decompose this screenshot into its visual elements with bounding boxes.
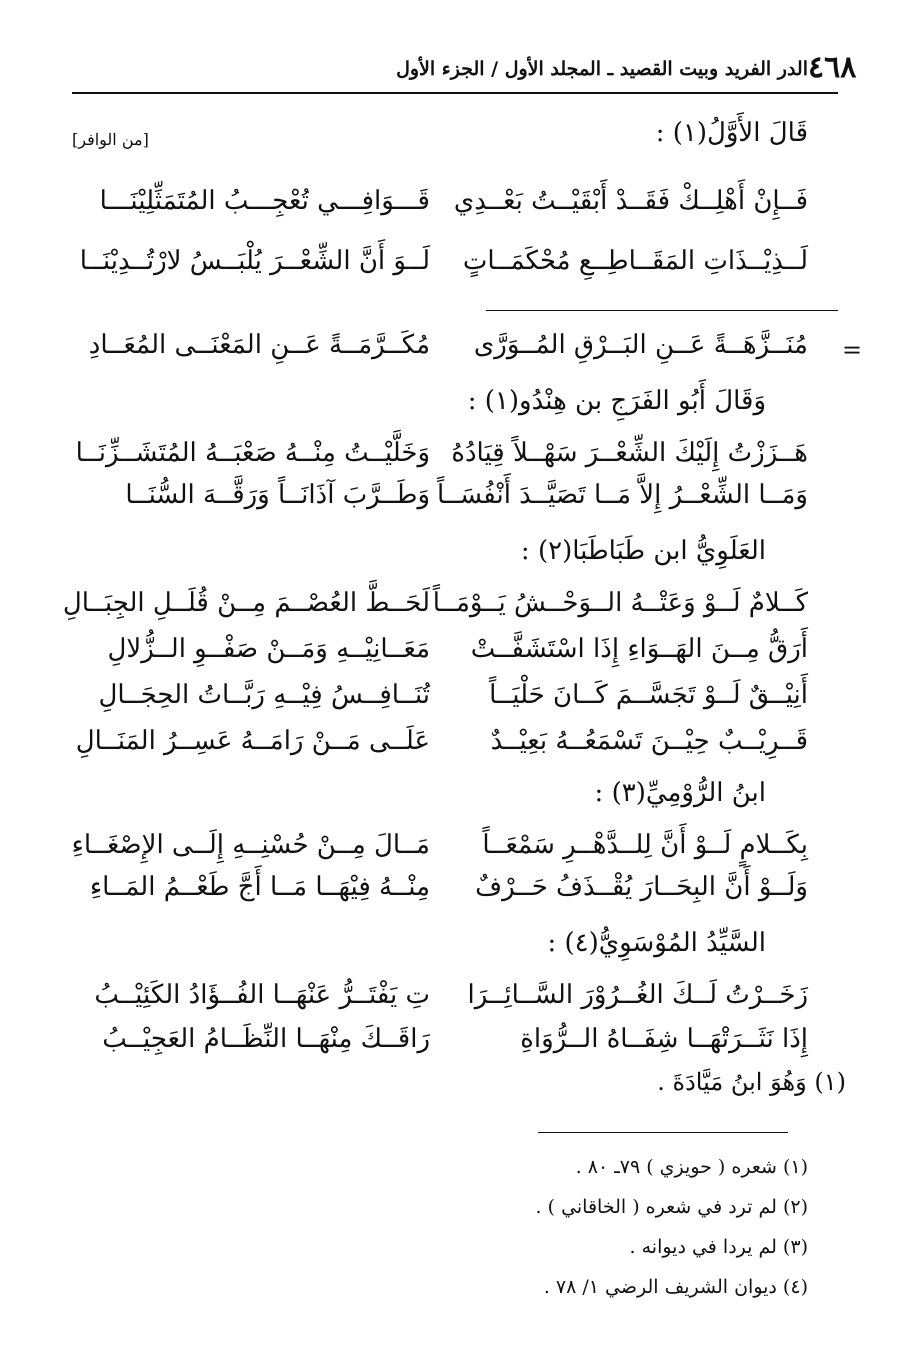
verse-first-hemistich: أَرَقُّ مِــنَ الهَــوَاءِ إِذَا اسْتَشَفَّــتْ [470,634,808,664]
marginal-note: (١) وَهُوَ ابنُ مَيَّادَةَ . [657,1068,846,1096]
verse-first-hemistich: مُنَــزَّهَــةً عَــنِ البَــرْقِ المُــوَرَّى [473,330,808,360]
verse-second-hemistich: عَلَــى مَــنْ رَامَــهُ عَسِــرُ المَنَــالِ [75,726,430,756]
verse-second-hemistich: لَــوَ أَنَّ الشِّعْــرَ يُلْبَــسُ لارْتُــدِيْنَــا [79,246,430,276]
header-rule [72,92,838,94]
verse-first-hemistich: هَــزَزْتُ إِلَيْكَ الشِّعْــرَ سَهْــلاً قِيَادُهُ [451,438,808,468]
verse-first-hemistich: كَــلامٌ لَــوْ وَعَتْــهُ الــوَحْــشُ يَــوْمَــاً [432,588,808,618]
footnote-rule [538,1132,788,1133]
section-intro: وَقَالَ أَبُو الفَرَجِ بن هِنْدُو(١) : [467,386,766,416]
footnote: (١) شعره ( حويزي ) ٧٩ـ ٨٠ . [575,1156,808,1178]
footnote: (٤) ديوان الشريف الرضي ١/ ٧٨ . [543,1276,808,1298]
verse-first-hemistich: أَنِيْــقٌ لَــوْ تَجَسَّــمَ كَــانَ حَلْيَــاً [489,680,808,710]
verse-first-hemistich: زَخَــرْتُ لَــكَ الغُــرُوْرَ السَّــائِــرَا [467,980,808,1010]
verse-second-hemistich: تِ يَفْتَــرُّ عَنْهَــا الفُــؤَادُ الكَئِيْــبُ [94,980,430,1010]
verse-second-hemistich: مَعَــانِيْــهِ وَمَــنْ صَفْــوِ الــزُّلالِ [107,634,430,664]
verse-first-hemistich: لَــذِيْــذَاتِ المَقَــاطِــعِ مُحْكَمَــاتٍ [462,246,808,276]
verse-second-hemistich: مِنْــهُ فِيْهَــا مَــا أَجَّ طَعْــمُ المَــاءِ [89,872,430,902]
verse-second-hemistich: وَخَلَّيْــتُ مِنْــهُ صَعْبَــهُ المُتَشَــزِّنَــا [75,438,430,468]
verse-first-hemistich: بِكَــلامٍ لَــوْ أَنَّ لِلــدَّهْــرِ سَمْعَــاً [482,830,808,860]
verse-second-hemistich: قَـــوَافِـــي تُعْجِـــبُ المُتَمَثِّلِيْنَـــا [99,186,430,216]
verse-first-hemistich: وَمَــا الشِّعْــرُ إِلاَّ مَــا تَصَيَّــدَ أَنْفُسَــاً [436,480,808,510]
continuation-mark: = [842,336,863,364]
page-number: ٤٦٨ [808,50,857,85]
section-intro: ابنُ الرُّوْمِيِّ(٣) : [594,778,766,808]
verse-second-hemistich: رَاقَــكَ مِنْهَــا النِّظَــامُ العَجِيْــبُ [102,1024,430,1054]
verse-first-hemistich: إِذَا نَثَــرَتْهَــا شِفَــاهُ الــرُّوَاةِ [520,1024,808,1054]
section-intro: قَالَ الأَوَّلُ(١) : [655,118,808,148]
poem-rule [486,310,838,311]
section-intro: العَلَوِيُّ ابن طَبَاطَبَا(٢) : [520,536,766,566]
footnote: (٣) لم يردا في ديوانه . [629,1236,808,1258]
section-intro: السَّيِّدُ المُوْسَوِيُّ(٤) : [547,928,766,958]
verse-first-hemistich: فَــإِنْ أَهْلِــكْ فَقَــدْ أَبْقَيْــتُ بَعْــدِي [453,186,808,216]
verse-first-hemistich: قَــرِيْــبٌ حِيْــنَ تَسْمَعُــهُ بَعِيْــدٌ [490,726,808,756]
verse-second-hemistich: وَطَــرَّبَ آذَانَــاً وَرَقَّــهَ السُّنَــا [125,480,430,510]
verse-second-hemistich: مَــالَ مِــنْ حُسْنِــهِ إِلَــى الإِصْغَــاءِ [71,830,430,860]
verse-second-hemistich: لَحَــطَّ العُصْــمَ مِــنْ قُلَــلِ الجِبَــالِ [62,588,430,618]
verse-first-hemistich: وَلَــوْ أَنَّ البِحَــارَ يُقْــذَفُ حَــرْفٌ [475,872,808,902]
verse-second-hemistich: مُكَــرَّمَــةً عَــنِ المَعْنَــى المُعَــادِ [88,330,430,360]
running-title: الدر الفريد وبيت القصيد ـ المجلد الأول / الجزء الأول [396,58,808,80]
meter-label: [من الوافر] [72,130,149,149]
verse-second-hemistich: تُنَــافِــسُ فِيْــهِ رَبَّــاتُ الحِجَــالِ [98,680,430,710]
footnote: (٢) لم ترد في شعره ( الخاقاني ) . [535,1196,808,1218]
